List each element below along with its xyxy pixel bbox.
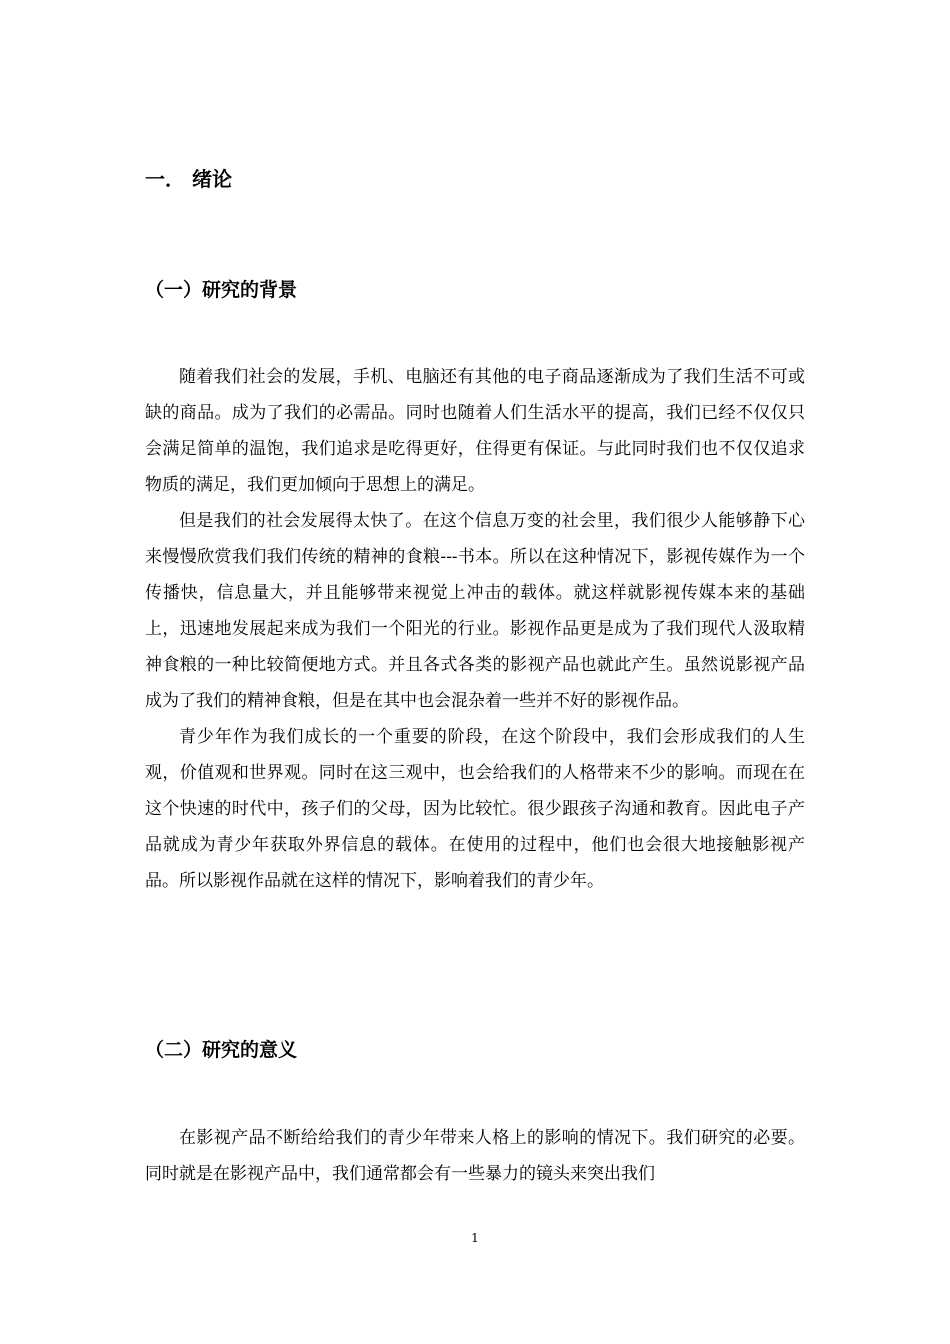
section-body-background — [145, 359, 805, 899]
paragraph: 但是我们的社会发展得太快了。在这个信息万变的社会里，我们很少人能够静下心来慢慢欣赏我们我们传统的精神的食粮---书本。所以在这种情况下，影视传媒作为一个传播快，信息量大，并且能够带来视觉上冲击的载体。就这样就影视传媒本来的基础上，迅速地发展起来成为我们一个阳光的行业。影视作品更是成为了我们现代人汲取精神食粮的一种比较简便地方式。并且各式各类的影视产品也就此产生。虽然说影视产品成为了我们的精神食粮，但是在其中也会混杂着一些并不好的影视作品。 — [145, 511, 805, 711]
section-body-significance — [145, 1120, 805, 1192]
paragraph: 在影视产品不断给给我们的青少年带来人格上的影响的情况下。我们研究的必要。同时就是在影视产品中，我们通常都会有一些暴力的镜头来突出我们 — [145, 1128, 805, 1184]
paragraph: 青少年作为我们成长的一个重要的阶段，在这个阶段中，我们会形成我们的人生观，价值观和世界观。同时在这三观中，也会给我们的人格带来不少的影响。而现在在这个快速的时代中，孩子们的父母，因为比较忙。很少跟孩子沟通和教育。因此电子产品就成为青少年获取外界信息的载体。在使用的过程中，他们也会很大地接触影视产品。所以影视作品就在这样的情况下，影响着我们的青少年。 — [145, 727, 805, 891]
chapter-title: 一． 绪论 — [145, 167, 232, 191]
paragraph: 随着我们社会的发展，手机、电脑还有其他的电子商品逐渐成为了我们生活不可或缺的商品。成为了我们的必需品。同时也随着人们生活水平的提高，我们已经不仅仅只会满足简单的温饱，我们追求是吃得更好，住得更有保证。与此同时我们也不仅仅追求物质的满足，我们更加倾向于思想上的满足。 — [145, 367, 805, 495]
section-heading-background: （一）研究的背景 — [145, 279, 298, 301]
page-number: 1 — [471, 1231, 479, 1245]
section-heading-significance: （二）研究的意义 — [145, 1039, 298, 1061]
